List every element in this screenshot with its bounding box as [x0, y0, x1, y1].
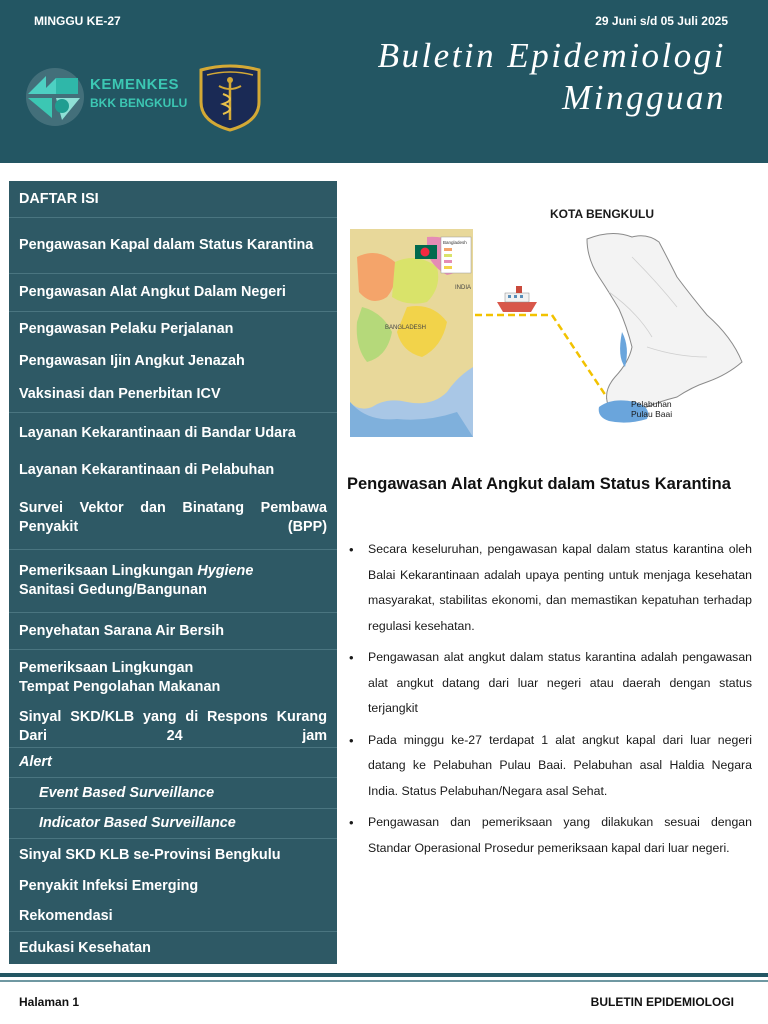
toc-item-pelabuhan[interactable]: Layanan Kekarantinaan di Pelabuhan [19, 461, 275, 478]
toc-item-indicator-based-surveillance[interactable]: Indicator Based Surveillance [9, 809, 337, 839]
toc-item-penyakit-infeksi-emerging[interactable]: Penyakit Infeksi Emerging [19, 877, 199, 894]
article-bullet-list [347, 537, 752, 867]
toc-item-hygiene-label: Hygiene [197, 563, 254, 579]
toc-item-alat-angkut-dalam-negeri[interactable]: Pengawasan Alat Angkut Dalam Negeri [9, 274, 337, 312]
bkk-logo-text: BKK BENGKULU [90, 96, 188, 110]
toc-item-tpm-label: Tempat Pengolahan Makanan [19, 679, 221, 695]
toc-item-ijin-angkut-jenazah[interactable]: Pengawasan Ijin Angkut Jenazah [19, 352, 245, 369]
week-label: MINGGU KE-27 [34, 14, 121, 28]
map-label-port-line2: Pulau Baai [631, 409, 673, 419]
caduceus-shield-icon [197, 64, 263, 132]
footer-divider-thin [0, 980, 768, 982]
footer-bulletin-name: BULETIN EPIDEMIOLOGI [590, 995, 734, 1009]
bulletin-title-line1: Buletin Epidemiologi [377, 36, 726, 75]
toc-item-sinyal-provinsi[interactable]: Sinyal SKD KLB se-Provinsi Bengkulu [19, 846, 281, 863]
toc-item-event-based-surveillance[interactable]: Event Based Surveillance [9, 778, 337, 809]
toc-item-pelaku-perjalanan[interactable]: Pengawasan Pelaku Perjalanan [19, 320, 234, 337]
toc-item-alert[interactable]: Alert [9, 748, 337, 778]
toc-item-kapal-karantina[interactable]: Pengawasan Kapal dalam Status Karantina [9, 218, 337, 274]
date-range: 29 Juni s/d 05 Juli 2025 [595, 14, 728, 28]
toc-item-vaksinasi-icv[interactable]: Vaksinasi dan Penerbitan ICV [9, 376, 337, 413]
toc-item-edukasi-kesehatan[interactable]: Edukasi Kesehatan [19, 939, 151, 956]
toc-item-tempat-pengolahan-makanan[interactable] [9, 650, 337, 706]
toc-item-survei-vektor[interactable]: Survei Vektor dan Binatang Pembawa Penyakit (BPP) [9, 487, 337, 550]
map-label-port-line1: Pelabuhan [631, 399, 672, 409]
footer-divider-thick [0, 973, 768, 977]
toc-item-sanitasi-label: Sanitasi Gedung/Bangunan [19, 582, 207, 598]
map-legend-title: Bangladesh [443, 240, 467, 245]
toc-item-sinyal-skd-klb-respons[interactable]: Sinyal SKD/KLB yang di Respons Kurang Dari 24 jam [9, 706, 337, 748]
table-of-contents [9, 181, 337, 964]
map-title-kota-bengkulu: KOTA BENGKULU [550, 207, 654, 221]
list-item: • Pengawasan alat angkut dalam status karantina adalah pengawasan alat angkut datang dari luar negeri atau daerah dengan status terjangkit [347, 645, 752, 722]
toc-item-rekomendasi[interactable]: Rekomendasi [9, 901, 337, 932]
list-item: • Secara keseluruhan, pengawasan kapal dalam status karantina oleh Balai Kekarantinaan adalah upaya penting untuk menjaga kesehatan masyarakat, stabilitas ekonomi, dan memastikan kepatuhan terhadap regulasi kesehatan. [347, 537, 752, 639]
list-item: • Pengawasan dan pemeriksaan yang dilakukan sesuai dengan Standar Operasional Prosedur pemeriksaan kapal dari luar negeri. [347, 810, 752, 861]
route-map-svg [347, 197, 747, 445]
bulletin-title-line2: Mingguan [562, 78, 726, 117]
toc-item-lingkungan-makanan-label: Pemeriksaan Lingkungan [19, 660, 194, 676]
kemenkes-logo-icon [22, 64, 88, 130]
health-emblem-logo [197, 64, 263, 132]
page-number: Halaman 1 [19, 995, 80, 1009]
list-item: • Pada minggu ke-27 terdapat 1 alat angkut kapal dari luar negeri datang ke Pelabuhan Pulau Baai. Pelabuhan asal Haldia Negara India. Status Pelabuhan/Negara asal Sehat. [347, 728, 752, 805]
toc-item-lingkungan-label: Pemeriksaan Lingkungan [19, 563, 194, 579]
kemenkes-logo [22, 64, 192, 130]
map-label-india: INDIA [455, 285, 472, 291]
article-title: Pengawasan Alat Angkut dalam Status Karantina [347, 475, 731, 493]
toc-heading: DAFTAR ISI [9, 181, 337, 218]
toc-item-lingkungan-gedung[interactable] [9, 550, 337, 613]
kemenkes-logo-text: KEMENKES [90, 76, 180, 93]
route-map-illustration [347, 197, 747, 445]
map-label-bangladesh: BANGLADESH [385, 325, 427, 331]
header-banner [0, 0, 768, 163]
toc-item-bandar-udara[interactable]: Layanan Kekarantinaan di Bandar Udara [19, 424, 296, 441]
toc-item-sarana-air-bersih[interactable]: Penyehatan Sarana Air Bersih [9, 613, 337, 650]
